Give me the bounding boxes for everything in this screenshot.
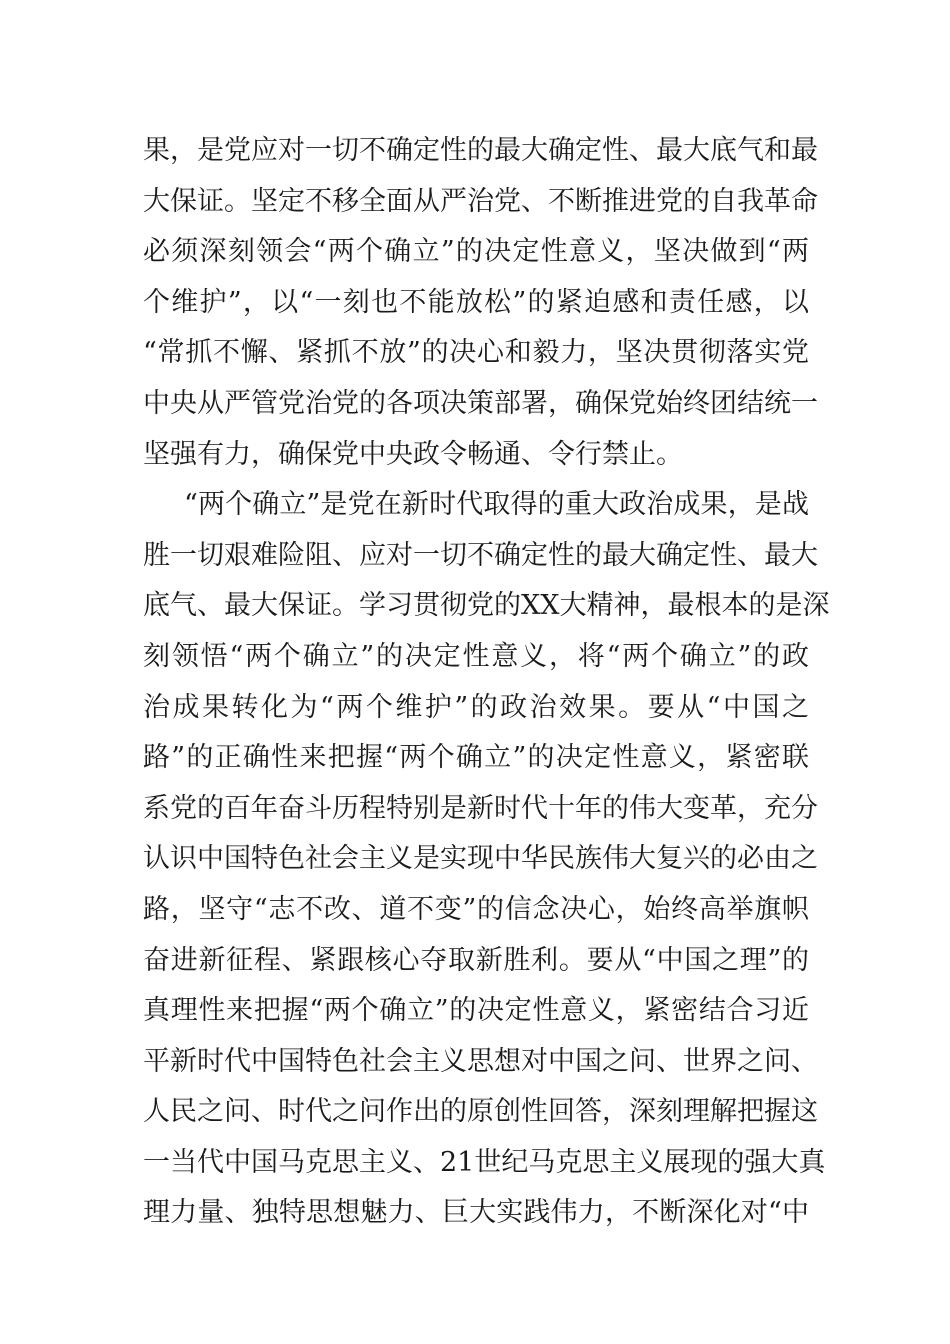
text-line: 路”的正确性来把握“两个确立”的决定性意义，紧密联 bbox=[143, 742, 809, 774]
text-line: 路，坚守“志不改、道不变”的信念决心，始终高举旗帜 bbox=[143, 893, 809, 925]
text-line: 人民之问、时代之问作出的原创性回答，深刻理解把握这 bbox=[143, 1096, 818, 1128]
text-line: 治成果转化为“两个维护”的政治效果。要从“中国之 bbox=[143, 691, 809, 723]
text-line: 系党的百年奋斗历程特别是新时代十年的伟大变革，充分 bbox=[143, 792, 818, 824]
text-line: 大保证。坚定不移全面从严治党、不断推进党的自我革命 bbox=[143, 185, 818, 217]
text-line: 坚强有力，确保党中央政令畅通、令行禁止。 bbox=[143, 438, 683, 470]
text-line: 必须深刻领会“两个确立”的决定性意义，坚决做到“两 bbox=[143, 236, 809, 268]
text-line: 认识中国特色社会主义是实现中华民族伟大复兴的必由之 bbox=[143, 843, 818, 875]
text-line: “两个确立”是党在新时代取得的重大政治成果，是战 bbox=[184, 489, 809, 521]
text-line: 底气、最大保证。学习贯彻党的XX大精神，最根本的是深 bbox=[143, 590, 830, 622]
text-line: 奋进新征程、紧跟核心夺取新胜利。要从“中国之理”的 bbox=[143, 944, 809, 976]
text-line: “常抓不懈、紧抓不放”的决心和毅力，坚决贯彻落实党 bbox=[143, 337, 809, 369]
paragraph-2 bbox=[143, 480, 830, 1239]
text-line: 真理性来把握“两个确立”的决定性意义，紧密结合习近 bbox=[143, 995, 809, 1027]
text-line: 刻领悟“两个确立”的决定性意义，将“两个确立”的政 bbox=[143, 640, 809, 672]
text-line: 理力量、独特思想魅力、巨大实践伟力，不断深化对“中 bbox=[143, 1197, 809, 1229]
text-line: 一当代中国马克思主义、21世纪马克思主义展现的强大真 bbox=[143, 1146, 826, 1178]
paragraph-1 bbox=[143, 126, 818, 480]
text-line: 个维护”，以“一刻也不能放松”的紧迫感和责任感，以 bbox=[143, 286, 809, 318]
text-line: 平新时代中国特色社会主义思想对中国之问、世界之问、 bbox=[143, 1045, 818, 1077]
text-line: 胜一切艰难险阻、应对一切不确定性的最大确定性、最大 bbox=[143, 539, 818, 571]
text-line: 中央从严管党治党的各项决策部署，确保党始终团结统一 bbox=[143, 387, 818, 419]
text-line: 果，是党应对一切不确定性的最大确定性、最大底气和最 bbox=[143, 135, 818, 166]
body-text bbox=[143, 126, 830, 1239]
